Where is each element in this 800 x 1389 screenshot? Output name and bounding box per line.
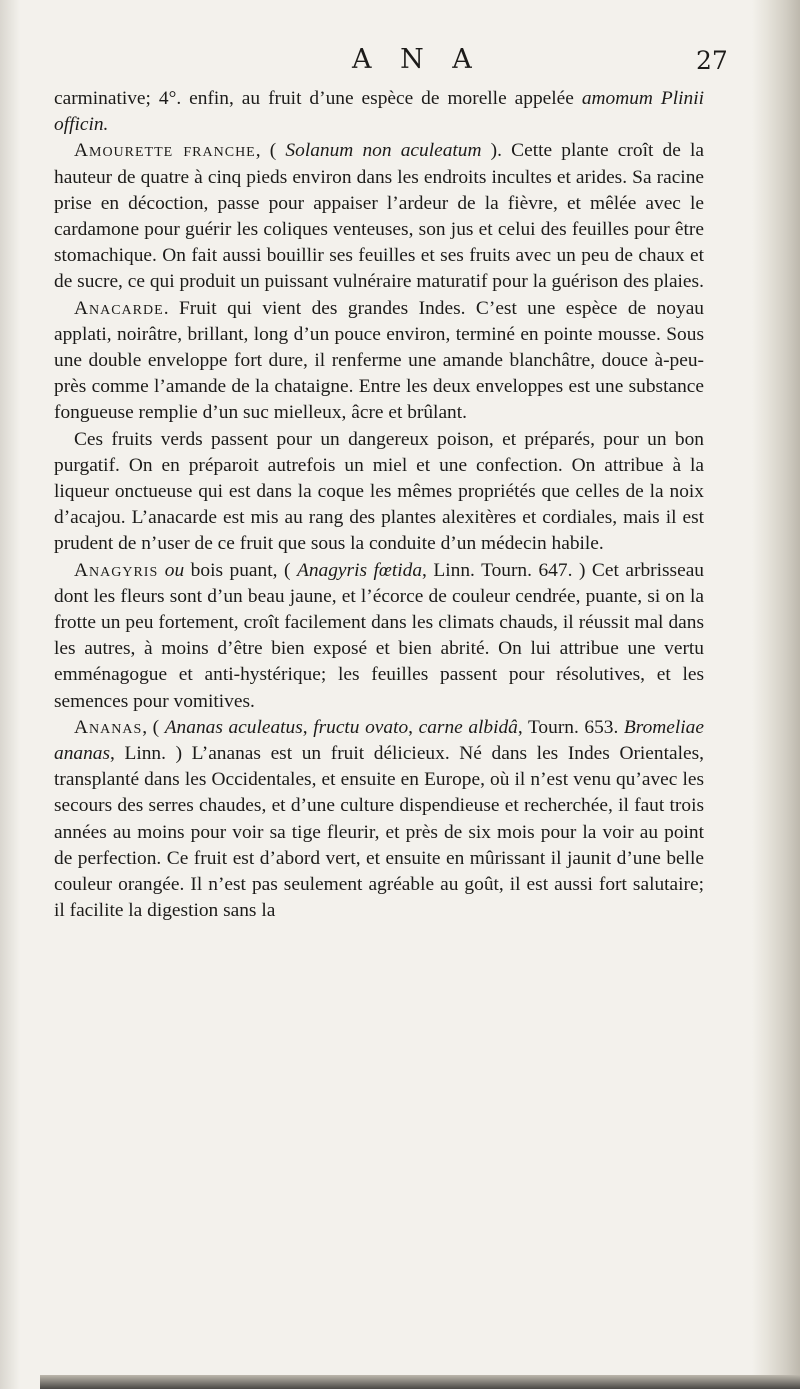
entry-headword: Anagyris [74,559,159,581]
running-head: A N A [352,44,482,75]
entry-headword: Anacarde [74,297,164,319]
text-segment: carminative; 4°. enfin, au fruit d’une espèce de morelle appelée [54,88,582,109]
text-segment: , ( [142,716,165,738]
paragraph [54,86,704,138]
italic-text: fructu ovato [313,716,409,738]
italic-text: amomum Plinii officin. [54,88,704,136]
italic-text: Solanum non aculeatum [285,140,482,162]
entry-headword: Amourette franche [74,140,256,162]
italic-text: Anagyris fœtida [297,559,423,581]
body-text [54,86,704,925]
text-segment: , [302,716,314,738]
text-segment: ). Cette plante croît de la hauteur de quatre à cinq pieds environ dans les endroits incultes et arides. Sa racine prise en décoction, passe pour appaiser l’ardeur de la fièvre, et mêlée avec le cardamone pour guérir les coliques venteuses, son jus et celui des feuilles pour être stomachique. On fait aussi bouillir ses feuilles et ses fruits avec un peu de chaux et de sucre, ce qui produit un puissant vulnéraire maturatif pour la guérison des plaies. [54,140,704,293]
text-segment: , Tourn. 653. [517,716,624,738]
text-segment: Ces fruits verds passent pour un dangereux poison, et préparés, pour un bon purgatif. On en préparoit autrefois un miel et une confection. On attribue à la liqueur onctueuse qui est dans la coque les mêmes propriétés que celles de la noix d’acajou. L’anacarde est mis au rang des plantes alexitères et cordiales, mais il est prudent de n’user de ce fruit que sous la conduite d’un médecin habile. [54,428,704,555]
entry-headword: Ananas [74,716,143,738]
text-segment: , ( [255,140,286,162]
paragraph [54,558,704,715]
italic-text: ou [164,559,185,581]
page-bottom-edge [40,1375,800,1389]
page-edge-right [752,0,800,1389]
text-segment: , [408,716,419,738]
text-segment: bois puant, ( [184,559,297,581]
paragraph [54,427,704,558]
text-segment: , Linn. ) L’ananas est un fruit délicieux. Né dans les Indes Orientales, transplanté dans les Occidentales, et ensuite en Europe, où il n’est venu qu’avec les secours des serres chaudes, et d’une culture dispendieuse et recherchée, il faut trois années au moins pour voir sa tige fleurir, et près de six mois pour la voir au point de perfection. Ce fruit est d’abord vert, et ensuite en mûrissant il jaunit d’une belle couleur orangée. Il n’est pas seulement agréable au goût, il est aussi fort salutaire; il facilite la digestion sans la [54,743,704,922]
italic-text: carne albidâ [418,716,518,738]
paragraph [54,296,704,427]
paragraph [54,138,704,295]
text-segment: . Fruit qui vient des grandes Indes. C’est une espèce de noyau applati, noirâtre, brillant, long d’un pouce environ, terminé en pointe mousse. Sous une double enveloppe fort dure, il renferme une amande blanchâtre, douce à-peu-près comme l’amande de la chataigne. Entre les deux enveloppes est une substance fongueuse remplie d’un suc mielleux, âcre et brûlant. [54,297,704,424]
page-header [0,44,800,84]
italic-text: Ananas aculeatus [164,716,303,738]
text-segment: , Linn. Tourn. 647. ) Cet arbrisseau dont les fleurs sont d’un beau jaune, et l’écorce de couleur cendrée, puante, si on la frotte un peu fortement, croît facilement dans les climats chauds, il réussit mal dans les autres, à moins d’être bien exposé et bien abrité. On lui attribue une vertu emménagogue et anti-hystérique; les feuilles passent pour résolutives, et les semences pour vomitives. [54,559,704,712]
italic-text: Bromeliae ananas [54,716,704,765]
page-edge-left [0,0,20,1389]
page-number: 27 [696,46,728,75]
paragraph [54,715,704,925]
